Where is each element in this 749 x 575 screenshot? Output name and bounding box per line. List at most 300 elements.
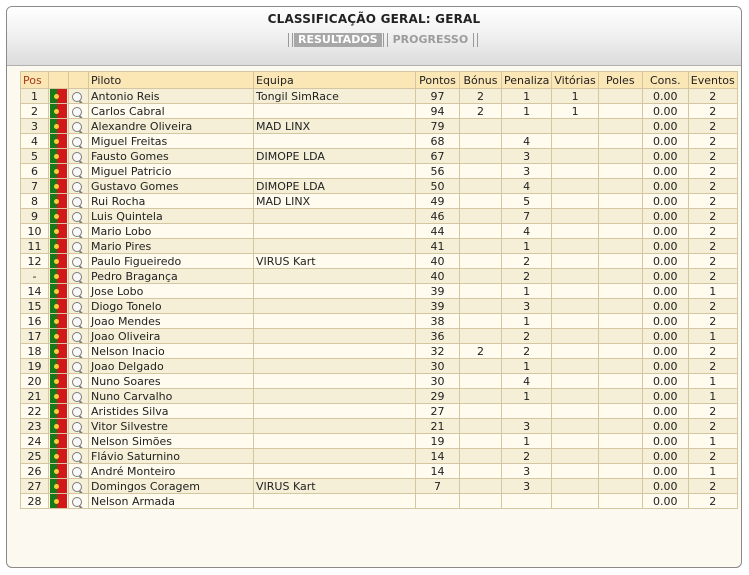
table-row xyxy=(21,254,738,269)
tab-resultados[interactable]: RESULTADOS xyxy=(294,33,382,47)
cell-details[interactable] xyxy=(69,479,89,494)
magnifier-icon[interactable] xyxy=(72,347,82,357)
cell-pos: 20 xyxy=(21,374,49,389)
cell-details[interactable] xyxy=(69,419,89,434)
cell-penalizacoes: 1 xyxy=(502,89,552,104)
cell-piloto: Vitor Silvestre xyxy=(89,419,254,434)
cell-eventos: 2 xyxy=(688,419,737,434)
magnifier-icon[interactable] xyxy=(72,497,82,507)
cell-poles xyxy=(598,209,642,224)
cell-pos: 22 xyxy=(21,404,49,419)
cell-eventos: 2 xyxy=(688,149,737,164)
cell-eventos: 2 xyxy=(688,449,737,464)
cell-equipa xyxy=(254,434,416,449)
cell-equipa: MAD LINX xyxy=(254,119,416,134)
cell-piloto: Luis Quintela xyxy=(89,209,254,224)
cell-piloto: Domingos Coragem xyxy=(89,479,254,494)
cell-vitorias xyxy=(552,149,598,164)
cell-poles xyxy=(598,284,642,299)
cell-flag xyxy=(49,419,69,434)
cell-vitorias xyxy=(552,329,598,344)
header-eventos: Eventos xyxy=(688,72,737,89)
cell-eventos: 1 xyxy=(688,389,737,404)
tab-separator xyxy=(473,33,478,47)
cell-vitorias xyxy=(552,284,598,299)
cell-pontos: 94 xyxy=(416,104,460,119)
cell-poles xyxy=(598,359,642,374)
cell-eventos: 1 xyxy=(688,284,737,299)
cell-bonus xyxy=(460,164,502,179)
magnifier-icon[interactable] xyxy=(72,377,82,387)
cell-penalizacoes: 3 xyxy=(502,299,552,314)
cell-vitorias xyxy=(552,269,598,284)
cell-pontos: 27 xyxy=(416,404,460,419)
cell-piloto: Alexandre Oliveira xyxy=(89,119,254,134)
magnifier-icon[interactable] xyxy=(72,257,82,267)
table-row xyxy=(21,299,738,314)
cell-vitorias xyxy=(552,134,598,149)
cell-pontos: 41 xyxy=(416,239,460,254)
cell-details[interactable] xyxy=(69,239,89,254)
cell-pontos: 30 xyxy=(416,359,460,374)
cell-equipa xyxy=(254,494,416,509)
cell-pontos: 39 xyxy=(416,284,460,299)
cell-cons: 0.00 xyxy=(642,194,688,209)
cell-pos: 17 xyxy=(21,329,49,344)
magnifier-icon[interactable] xyxy=(72,302,82,312)
cell-poles xyxy=(598,344,642,359)
cell-flag xyxy=(49,149,69,164)
cell-equipa xyxy=(254,239,416,254)
cell-pos: 1 xyxy=(21,89,49,104)
cell-pontos: 79 xyxy=(416,119,460,134)
cell-pontos: 32 xyxy=(416,344,460,359)
cell-penalizacoes: 4 xyxy=(502,374,552,389)
cell-flag xyxy=(49,449,69,464)
cell-poles xyxy=(598,314,642,329)
cell-cons: 0.00 xyxy=(642,209,688,224)
cell-vitorias xyxy=(552,194,598,209)
cell-eventos: 2 xyxy=(688,224,737,239)
cell-bonus xyxy=(460,284,502,299)
cell-penalizacoes: 2 xyxy=(502,449,552,464)
portugal-flag-icon xyxy=(50,479,67,493)
cell-cons: 0.00 xyxy=(642,389,688,404)
cell-eventos: 2 xyxy=(688,314,737,329)
cell-penalizacoes: 1 xyxy=(502,284,552,299)
table-body xyxy=(21,89,738,509)
magnifier-icon[interactable] xyxy=(72,362,82,372)
cell-penalizacoes: 3 xyxy=(502,464,552,479)
cell-penalizacoes: 3 xyxy=(502,479,552,494)
table-row xyxy=(21,119,738,134)
table-row xyxy=(21,314,738,329)
cell-details[interactable] xyxy=(69,494,89,509)
cell-poles xyxy=(598,119,642,134)
table-row xyxy=(21,104,738,119)
cell-details[interactable] xyxy=(69,104,89,119)
cell-eventos: 2 xyxy=(688,269,737,284)
cell-vitorias: 1 xyxy=(552,89,598,104)
cell-pontos: 40 xyxy=(416,269,460,284)
magnifier-icon[interactable] xyxy=(72,272,82,282)
portugal-flag-icon xyxy=(50,449,67,463)
cell-eventos: 1 xyxy=(688,329,737,344)
magnifier-icon[interactable] xyxy=(72,422,82,432)
cell-details[interactable] xyxy=(69,164,89,179)
cell-vitorias xyxy=(552,209,598,224)
cell-cons: 0.00 xyxy=(642,104,688,119)
cell-poles xyxy=(598,374,642,389)
cell-bonus xyxy=(460,464,502,479)
cell-pos: 24 xyxy=(21,434,49,449)
cell-vitorias xyxy=(552,449,598,464)
cell-bonus xyxy=(460,434,502,449)
portugal-flag-icon xyxy=(50,284,67,298)
portugal-flag-icon xyxy=(50,314,67,328)
cell-poles xyxy=(598,254,642,269)
header-vitorias: Vitórias xyxy=(552,72,598,89)
magnifier-icon[interactable] xyxy=(72,482,82,492)
cell-piloto: Joao Mendes xyxy=(89,314,254,329)
cell-bonus xyxy=(460,194,502,209)
cell-poles xyxy=(598,389,642,404)
header-poles: Poles xyxy=(598,72,642,89)
cell-bonus xyxy=(460,254,502,269)
cell-pos: 6 xyxy=(21,164,49,179)
magnifier-icon[interactable] xyxy=(72,332,82,342)
table-row xyxy=(21,389,738,404)
cell-bonus xyxy=(460,149,502,164)
cell-equipa xyxy=(254,134,416,149)
cell-details[interactable] xyxy=(69,314,89,329)
cell-penalizacoes: 1 xyxy=(502,389,552,404)
portugal-flag-icon xyxy=(50,374,67,388)
cell-details[interactable] xyxy=(69,89,89,104)
cell-piloto: Miguel Patricio xyxy=(89,164,254,179)
table-row xyxy=(21,134,738,149)
cell-bonus xyxy=(460,329,502,344)
cell-bonus xyxy=(460,119,502,134)
cell-bonus xyxy=(460,389,502,404)
cell-bonus xyxy=(460,359,502,374)
magnifier-icon[interactable] xyxy=(72,392,82,402)
cell-poles xyxy=(598,149,642,164)
cell-penalizacoes: 2 xyxy=(502,329,552,344)
cell-flag xyxy=(49,194,69,209)
cell-flag xyxy=(49,389,69,404)
cell-equipa xyxy=(254,314,416,329)
cell-vitorias xyxy=(552,419,598,434)
portugal-flag-icon xyxy=(50,164,67,178)
cell-poles xyxy=(598,194,642,209)
cell-cons: 0.00 xyxy=(642,434,688,449)
cell-flag xyxy=(49,134,69,149)
cell-details[interactable] xyxy=(69,374,89,389)
magnifier-icon[interactable] xyxy=(72,137,82,147)
cell-equipa xyxy=(254,329,416,344)
magnifier-icon[interactable] xyxy=(72,182,82,192)
cell-poles xyxy=(598,449,642,464)
cell-pos: 5 xyxy=(21,149,49,164)
cell-equipa xyxy=(254,404,416,419)
cell-penalizacoes: 3 xyxy=(502,149,552,164)
cell-bonus xyxy=(460,374,502,389)
portugal-flag-icon xyxy=(50,464,67,478)
cell-bonus xyxy=(460,299,502,314)
cell-details[interactable] xyxy=(69,359,89,374)
cell-details[interactable] xyxy=(69,389,89,404)
header-penalizacoes: Penaliza xyxy=(502,72,552,89)
cell-pos: 2 xyxy=(21,104,49,119)
cell-details[interactable] xyxy=(69,224,89,239)
cell-equipa xyxy=(254,389,416,404)
cell-penalizacoes: 3 xyxy=(502,164,552,179)
cell-details[interactable] xyxy=(69,329,89,344)
tab-separator xyxy=(288,33,293,47)
cell-piloto: Miguel Freitas xyxy=(89,134,254,149)
cell-pontos: 44 xyxy=(416,224,460,239)
tab-progresso[interactable]: PROGRESSO xyxy=(392,33,469,46)
cell-piloto: Paulo Figueiredo xyxy=(89,254,254,269)
cell-flag xyxy=(49,224,69,239)
header-pos: Pos xyxy=(21,72,49,89)
page-title: CLASSIFICAÇÃO GERAL: GERAL xyxy=(267,12,481,26)
portugal-flag-icon xyxy=(50,194,67,208)
cell-piloto: Aristides Silva xyxy=(89,404,254,419)
cell-penalizacoes: 1 xyxy=(502,359,552,374)
table-row xyxy=(21,164,738,179)
table-row xyxy=(21,419,738,434)
cell-equipa xyxy=(254,374,416,389)
portugal-flag-icon xyxy=(50,239,67,253)
cell-penalizacoes: 2 xyxy=(502,344,552,359)
cell-eventos: 2 xyxy=(688,344,737,359)
portugal-flag-icon xyxy=(50,149,67,163)
cell-bonus xyxy=(460,134,502,149)
cell-poles xyxy=(598,404,642,419)
magnifier-icon[interactable] xyxy=(72,227,82,237)
cell-details[interactable] xyxy=(69,149,89,164)
cell-vitorias xyxy=(552,164,598,179)
cell-pontos: 21 xyxy=(416,419,460,434)
cell-poles xyxy=(598,299,642,314)
cell-pontos: 49 xyxy=(416,194,460,209)
cell-flag xyxy=(49,464,69,479)
cell-eventos: 2 xyxy=(688,299,737,314)
cell-details[interactable] xyxy=(69,284,89,299)
cell-pontos: 46 xyxy=(416,209,460,224)
cell-details[interactable] xyxy=(69,299,89,314)
cell-vitorias xyxy=(552,299,598,314)
cell-equipa xyxy=(254,344,416,359)
cell-equipa: DIMOPE LDA xyxy=(254,149,416,164)
cell-eventos: 2 xyxy=(688,119,737,134)
portugal-flag-icon xyxy=(50,269,67,283)
cell-flag xyxy=(49,314,69,329)
cell-eventos: 2 xyxy=(688,134,737,149)
cell-pontos: 39 xyxy=(416,299,460,314)
cell-pos: - xyxy=(21,269,49,284)
table-row xyxy=(21,224,738,239)
cell-pos: 10 xyxy=(21,224,49,239)
cell-poles xyxy=(598,239,642,254)
cell-flag xyxy=(49,164,69,179)
cell-details[interactable] xyxy=(69,209,89,224)
cell-piloto: Joao Oliveira xyxy=(89,329,254,344)
cell-pos: 18 xyxy=(21,344,49,359)
cell-cons: 0.00 xyxy=(642,344,688,359)
cell-penalizacoes xyxy=(502,494,552,509)
cell-equipa: VIRUS Kart xyxy=(254,479,416,494)
cell-equipa xyxy=(254,359,416,374)
cell-bonus xyxy=(460,269,502,284)
magnifier-icon[interactable] xyxy=(72,287,82,297)
magnifier-icon[interactable] xyxy=(72,437,82,447)
cell-cons: 0.00 xyxy=(642,89,688,104)
header-bonus: Bónus xyxy=(460,72,502,89)
cell-poles xyxy=(598,494,642,509)
cell-details[interactable] xyxy=(69,344,89,359)
cell-cons: 0.00 xyxy=(642,464,688,479)
cell-poles xyxy=(598,269,642,284)
cell-vitorias xyxy=(552,494,598,509)
cell-cons: 0.00 xyxy=(642,179,688,194)
cell-cons: 0.00 xyxy=(642,359,688,374)
magnifier-icon[interactable] xyxy=(72,452,82,462)
magnifier-icon[interactable] xyxy=(72,317,82,327)
cell-pos: 3 xyxy=(21,119,49,134)
cell-details[interactable] xyxy=(69,464,89,479)
cell-details[interactable] xyxy=(69,119,89,134)
cell-penalizacoes: 1 xyxy=(502,239,552,254)
cell-flag xyxy=(49,104,69,119)
cell-pontos: 19 xyxy=(416,434,460,449)
cell-details[interactable] xyxy=(69,434,89,449)
cell-vitorias xyxy=(552,389,598,404)
cell-piloto: Jose Lobo xyxy=(89,284,254,299)
cell-cons: 0.00 xyxy=(642,479,688,494)
cell-flag xyxy=(49,404,69,419)
cell-flag xyxy=(49,299,69,314)
magnifier-icon[interactable] xyxy=(72,107,82,117)
magnifier-icon[interactable] xyxy=(72,407,82,417)
portugal-flag-icon xyxy=(50,389,67,403)
cell-bonus xyxy=(460,479,502,494)
magnifier-icon[interactable] xyxy=(72,467,82,477)
cell-pontos: 56 xyxy=(416,164,460,179)
cell-pos: 11 xyxy=(21,239,49,254)
cell-equipa xyxy=(254,449,416,464)
cell-cons: 0.00 xyxy=(642,419,688,434)
cell-vitorias xyxy=(552,239,598,254)
cell-penalizacoes: 3 xyxy=(502,419,552,434)
cell-poles xyxy=(598,434,642,449)
cell-eventos: 2 xyxy=(688,404,737,419)
standings-table xyxy=(20,71,738,509)
cell-poles xyxy=(598,224,642,239)
cell-penalizacoes xyxy=(502,119,552,134)
cell-penalizacoes: 1 xyxy=(502,314,552,329)
cell-eventos: 2 xyxy=(688,179,737,194)
cell-cons: 0.00 xyxy=(642,374,688,389)
cell-poles xyxy=(598,89,642,104)
cell-cons: 0.00 xyxy=(642,149,688,164)
cell-pos: 25 xyxy=(21,449,49,464)
cell-pontos: 68 xyxy=(416,134,460,149)
cell-piloto: Nelson Simões xyxy=(89,434,254,449)
cell-flag xyxy=(49,434,69,449)
cell-equipa xyxy=(254,269,416,284)
cell-details[interactable] xyxy=(69,179,89,194)
cell-pontos: 97 xyxy=(416,89,460,104)
table-row xyxy=(21,284,738,299)
table-row xyxy=(21,359,738,374)
cell-bonus: 2 xyxy=(460,344,502,359)
cell-eventos: 2 xyxy=(688,164,737,179)
cell-eventos: 2 xyxy=(688,494,737,509)
cell-details[interactable] xyxy=(69,194,89,209)
portugal-flag-icon xyxy=(50,209,67,223)
cell-details[interactable] xyxy=(69,404,89,419)
table-row xyxy=(21,209,738,224)
cell-pos: 9 xyxy=(21,209,49,224)
table-row xyxy=(21,494,738,509)
cell-piloto: Nelson Armada xyxy=(89,494,254,509)
cell-details[interactable] xyxy=(69,254,89,269)
portugal-flag-icon xyxy=(50,179,67,193)
cell-details[interactable] xyxy=(69,449,89,464)
header-details xyxy=(69,72,89,89)
cell-pos: 27 xyxy=(21,479,49,494)
cell-equipa xyxy=(254,419,416,434)
cell-pos: 19 xyxy=(21,359,49,374)
cell-details[interactable] xyxy=(69,134,89,149)
cell-vitorias xyxy=(552,479,598,494)
magnifier-icon[interactable] xyxy=(72,212,82,222)
header-cons: Cons. xyxy=(642,72,688,89)
cell-cons: 0.00 xyxy=(642,164,688,179)
magnifier-icon[interactable] xyxy=(72,152,82,162)
cell-bonus xyxy=(460,209,502,224)
magnifier-icon[interactable] xyxy=(72,122,82,132)
cell-piloto: Nuno Carvalho xyxy=(89,389,254,404)
cell-eventos: 2 xyxy=(688,89,737,104)
cell-flag xyxy=(49,284,69,299)
cell-cons: 0.00 xyxy=(642,224,688,239)
table-row xyxy=(21,194,738,209)
cell-details[interactable] xyxy=(69,269,89,284)
cell-flag xyxy=(49,89,69,104)
cell-piloto: Fausto Gomes xyxy=(89,149,254,164)
magnifier-icon[interactable] xyxy=(72,92,82,102)
magnifier-icon[interactable] xyxy=(72,242,82,252)
cell-pos: 7 xyxy=(21,179,49,194)
cell-pos: 15 xyxy=(21,299,49,314)
cell-bonus xyxy=(460,239,502,254)
cell-penalizacoes: 4 xyxy=(502,224,552,239)
cell-bonus xyxy=(460,404,502,419)
magnifier-icon[interactable] xyxy=(72,197,82,207)
magnifier-icon[interactable] xyxy=(72,167,82,177)
cell-pos: 16 xyxy=(21,314,49,329)
cell-penalizacoes: 7 xyxy=(502,209,552,224)
cell-pontos: 14 xyxy=(416,464,460,479)
cell-equipa xyxy=(254,164,416,179)
cell-bonus xyxy=(460,419,502,434)
cell-pos: 12 xyxy=(21,254,49,269)
cell-eventos: 1 xyxy=(688,434,737,449)
